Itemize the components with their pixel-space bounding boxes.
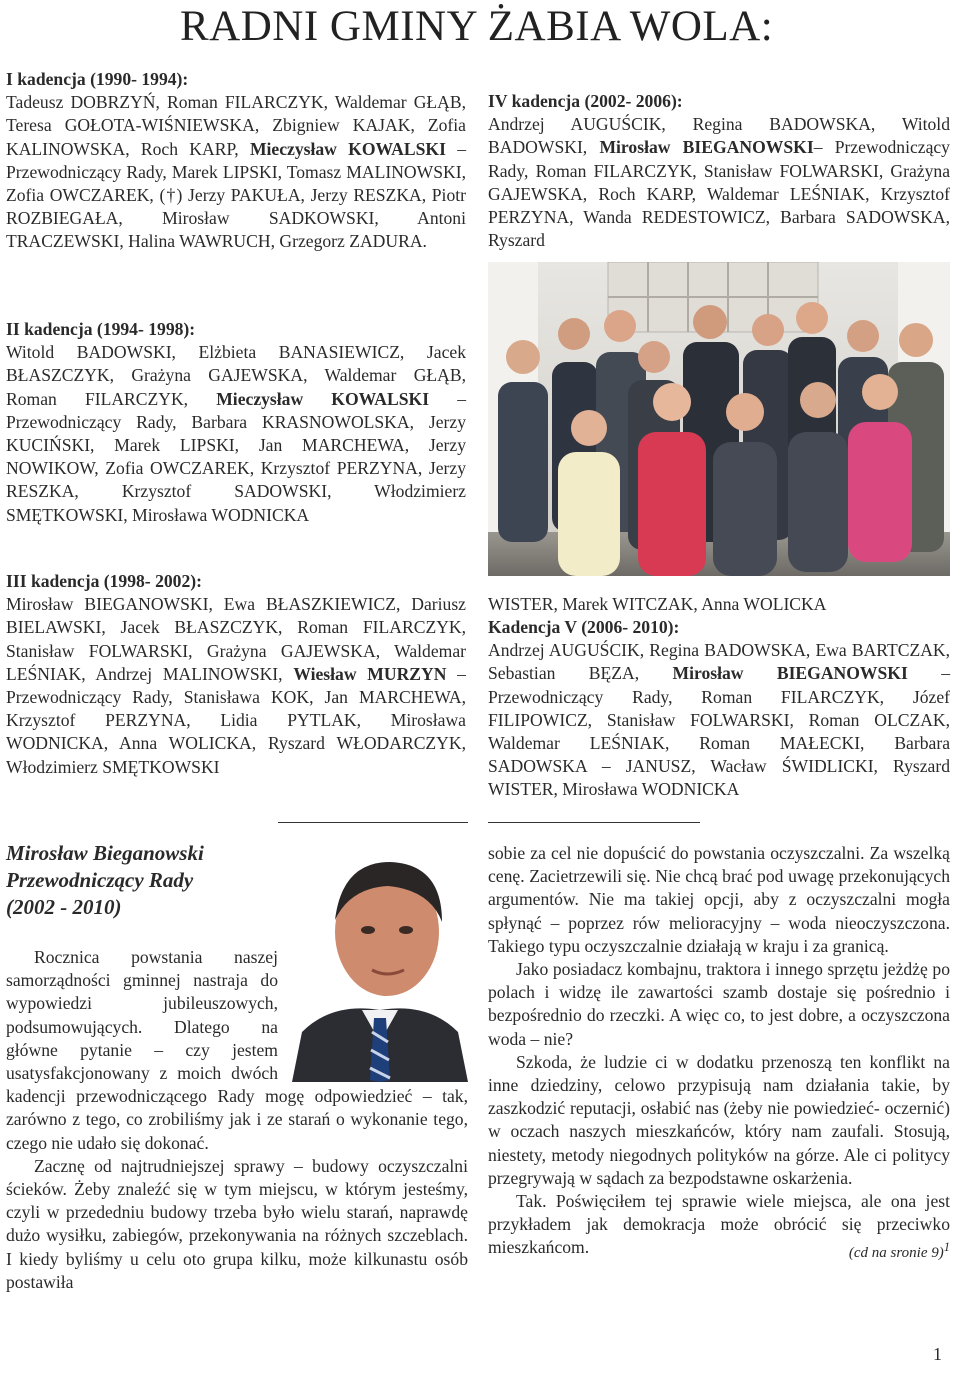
term-5-heading: Kadencja V (2006- 2010): <box>488 617 680 637</box>
term-1 <box>6 68 466 254</box>
article-right <box>488 842 950 1266</box>
term-4-heading: IV kadencja (2002- 2006): <box>488 91 683 111</box>
term-2 <box>6 318 466 527</box>
term-3 <box>6 570 466 779</box>
term-1-chair: Mieczysław KOWALSKI <box>249 138 446 159</box>
term-2-chair: Mieczysław KOWALSKI <box>216 388 430 409</box>
term-4-text-a: Andrzej AUGUŚCIK, Regina BADOWSKA, Witold BADOWSKI, <box>488 114 950 158</box>
divider-right <box>488 822 700 823</box>
term-4-text-c: WISTER, Marek WITCZAK, Anna WOLICKA <box>488 594 827 614</box>
term-5 <box>488 616 950 802</box>
article-left-para-1: Rocznica powstania naszej samorządności gminnej nastraja do wypowiedzi jubileuszowych, podsumowujących. Dlatego na główne pytanie – czy jestem usatysfakcjonowany z moich dwóch kadencji przewodniczącego Rady mogę odpowiedzieć – tak, zarówno z tego, co zrobiliśmy jak i ze starań o wykonanie tego, czego nie udało się dokonać. <box>6 947 468 1153</box>
portrait-caption <box>6 840 286 921</box>
article-right-para-2: Jako posiadacz kombajnu, traktora i innego sprzętu jeżdżę po polach i widzę ile zawartości szamb dostaje się pośrednio i bezpośrednio do rzeczki. A więc co, to jest dobre, a oczyszczona woda – nie? <box>488 959 950 1049</box>
term-3-heading: III kadencja (1998- 2002): <box>6 571 202 591</box>
divider-left <box>278 822 468 823</box>
article-right-para-4 <box>488 1190 950 1260</box>
term-4-chair: Mirosław BIEGANOWSKI <box>599 137 814 158</box>
term-4 <box>488 90 950 252</box>
page-number: 1 <box>933 1344 942 1364</box>
term-1-heading: I kadencja (1990- 1994): <box>6 69 189 89</box>
term-5-chair: Mirosław BIEGANOWSKI <box>672 663 908 684</box>
term-1-text-a: Tadeusz DOBRZYŃ, Roman FILARCZYK, Waldemar GŁĄB, Teresa GOŁOTA-WIŚNIEWSKA, Zbigniew KAJAK, Zofia KALINOWSKA, Roch KARP, <box>6 92 466 159</box>
article-left-para-2: Zacznę od najtrudniejszej sprawy – budowy oczyszczalni ścieków. Żeby znaleźć się w tym miejscu, w którym jesteśmy, czyli w przededniu budowy trzeba było wielu starań, naprawdę dużo wysiłku, zabiegów, przekonywania na różnych szczeblach. I kiedy byliśmy u celu oto grupa kilku, może kilkunastu osób postawiła <box>6 1155 468 1292</box>
caption-role: Przewodniczący Rady <box>6 868 194 892</box>
term-3-text-b: – Przewodniczący Rady, Stanisława KOK, Jan MARCHEWA, Krzysztof PERZYNA, Lidia PYTLAK, Mirosława WODNICKA, Anna WOLICKA, Ryszard WŁODARCZYK, Włodzimierz SMĘTKOWSKI <box>6 663 466 777</box>
caption-years: (2002 - 2010) <box>6 895 122 919</box>
term-2-text-a: Witold BADOWSKI, Elżbieta BANASIEWICZ, Jacek BŁASZCZYK, Grażyna GAJEWSKA, Waldemar GŁĄB, Roman FILARCZYK, <box>6 342 466 409</box>
term-4-text-b: – Przewodniczący Rady, Roman FILARCZYK, Stanisław FOLWARSKI, Grażyna GAJEWSKA, Roch KARP, Waldemar LEŚNIAK, Krzysztof PERZYNA, Wanda REDESTOWICZ, Barbara SADOWSKA, Ryszard <box>488 137 950 251</box>
continued-note-text: (cd na sronie 9) <box>848 1245 944 1262</box>
term-1-text-b: – Przewodniczący Rady, Marek LIPSKI, Tomasz MALINOWSKI, Zofia OWCZAREK, (†) Jerzy PAKUŁA, Jerzy RESZKA, Piotr ROZBIEGAŁA, Mirosław SADKOWSKI, Antoni TRACZEWSKI, Halina WAWRUCH, Grzegorz ZADURA. <box>6 138 466 252</box>
caption-name: Mirosław Bieganowski <box>6 841 204 865</box>
continued-note-sup: 1 <box>943 1240 950 1255</box>
term-2-text-b: – Przewodniczący Rady, Barbara KRASNOWOLSKA, Jerzy KUCIŃSKI, Marek LIPSKI, Jan MARCHEWA, Jerzy NOWIKOW, Zofia OWCZAREK, Krzysztof PERZYNA, Jerzy RESZKA, Krzysztof SADOWSKI, Włodzimierz SMĘTKOWSKI, Mirosława WODNICKA <box>6 388 466 525</box>
article-right-para-4-text: Tak. Poświęciłem tej sprawie wiele miejsca, ale ona jest przykładem jak demokracja może obrócić się przeciwko mieszkańcom. <box>488 1191 950 1258</box>
term-5-text-b: – Przewodniczący Rady, Roman FILARCZYK, Józef FILIPOWICZ, Stanisław FOLWARSKI, Roman OLCZAK, Waldemar LEŚNIAK, Roman MAŁECKI, Barbara SADOWSKA – JANUSZ, Wacław ŚWIDLICKI, Ryszard WISTER, Mirosława WODNICKA <box>488 663 950 800</box>
term-3-text-a: Mirosław BIEGANOWSKI, Ewa BŁASZKIEWICZ, Dariusz BIELAWSKI, Jacek BŁASZCZYK, Roman FILARCZYK, Stanisław FOLWARSKI, Grażyna GAJEWSKA, Waldemar LEŚNIAK, Andrzej MALINOWSKI, <box>6 594 466 684</box>
term-4-continued <box>488 593 950 616</box>
term-2-heading: II kadencja (1994- 1998): <box>6 319 196 339</box>
continued-note[interactable] <box>821 1236 950 1265</box>
article-right-para-3: Szkoda, że ludzie ci w dodatku przenoszą ten konflikt na inne dziedziny, celowo przypisują nam działania takie, by zaszkodzić reputacji, osłabić nas (żeby nie powiedzieć- oczernić) w oczach naszych mieszkańców, który nam zaufali. Stosują, niestety, metody niegodnych polityków na górze. Ale ci politycy przegrywają w sądach za bezpodstawne oskarżenia. <box>488 1051 950 1188</box>
council-group-photo <box>488 262 950 576</box>
article-right-para-1: sobie za cel nie dopuścić do powstania oczyszczalni. Za wszelką cenę. Zacietrzewili się. Nie chcą brać pod uwagę przekonujących argumentów. Nie ma takiej opcji, aby z oczyszczalni mogła spłynąć – poprzez rów melioracyjny – woda nieoczyszczona. Takiego typu oczyszczalnie działają w kraju i za granicą. <box>488 843 950 956</box>
term-5-text-a: Andrzej AUGUŚCIK, Regina BADOWSKA, Ewa BARTCZAK, Sebastian BĘZA, <box>488 640 950 684</box>
term-3-chair: Wiesław MURZYN <box>293 663 447 684</box>
article-left <box>6 946 468 1294</box>
page-title: RADNI GMINY ŻABIA WOLA: <box>180 3 774 50</box>
